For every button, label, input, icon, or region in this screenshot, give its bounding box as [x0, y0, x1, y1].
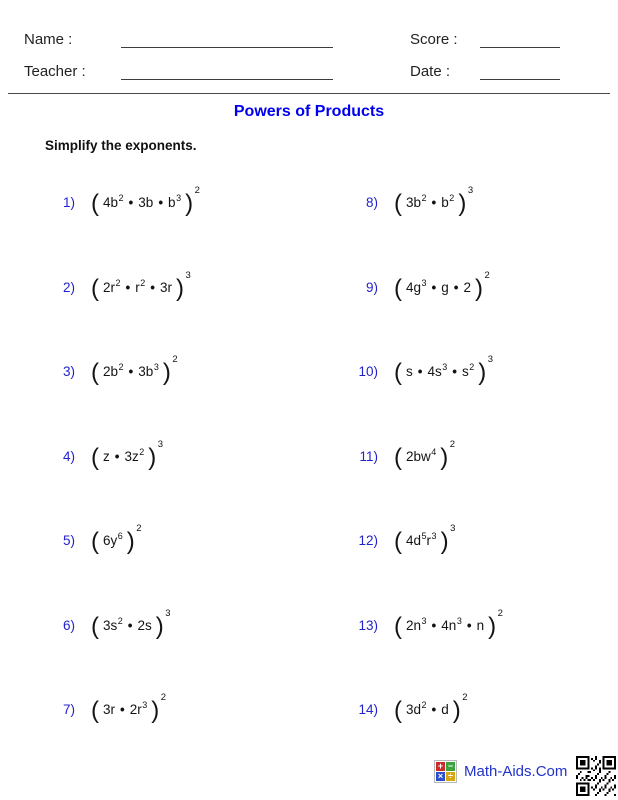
- exponent: 6: [117, 531, 123, 541]
- problem-row: [348, 504, 503, 589]
- problem-row: [348, 420, 503, 505]
- problem-row: [45, 673, 348, 758]
- page-title: Powers of Products: [233, 103, 385, 120]
- problem-number: 3): [62, 364, 75, 379]
- problem-expression: ( $3d^2$ • d ) $^2$: [394, 692, 468, 724]
- problem-number: 9): [365, 279, 378, 295]
- problem-row: [348, 589, 503, 674]
- times-icon: ×: [437, 771, 444, 781]
- qr-code-icon: [576, 756, 616, 796]
- problem-expression: ( $6y^6$ ) $^2$: [91, 523, 142, 555]
- problem-number: 13): [358, 617, 378, 633]
- outer-exponent: 2: [497, 607, 503, 619]
- exponent: 3: [142, 700, 148, 710]
- teacher-blank-line: [121, 60, 333, 80]
- problem-row: [348, 251, 503, 336]
- exponent: 2: [140, 277, 146, 288]
- name-label: Name :: [24, 31, 73, 48]
- problem-row: [45, 166, 348, 251]
- problem-number: 11): [359, 448, 378, 464]
- header-row-1: [24, 16, 560, 48]
- worksheet-header: [0, 0, 618, 80]
- problem-number: 7): [62, 702, 75, 717]
- problem-number: 6): [62, 617, 75, 633]
- problem-row: [348, 335, 503, 420]
- problem-number: 4): [62, 448, 75, 464]
- outer-exponent: 3: [467, 185, 474, 196]
- exponent: 5: [421, 531, 427, 541]
- teacher-label: Teacher :: [24, 63, 86, 80]
- problem-number: 12): [358, 533, 378, 548]
- exponent: 3: [431, 531, 437, 541]
- exponent: 2: [469, 362, 475, 372]
- math-aids-logo-icon: [434, 760, 457, 783]
- problem-number: 5): [62, 533, 75, 548]
- problem-expression: ( $3b^2$ • $b^2$ ) $^3$: [394, 185, 474, 217]
- problem-row: [45, 420, 348, 505]
- outer-exponent: 2: [462, 692, 468, 703]
- name-blank-line: [121, 28, 333, 48]
- problem-row: [45, 251, 348, 336]
- problems-column-right: [348, 166, 503, 758]
- problem-number: 14): [358, 702, 378, 717]
- brand-link[interactable]: Math-Aids.Com: [464, 763, 568, 780]
- outer-exponent: 2: [160, 692, 167, 703]
- date-blank-line: [480, 60, 560, 80]
- problem-expression: ( $4b^2$ • 3b • $b^3$ ) $^2$: [91, 185, 200, 217]
- outer-exponent: 2: [449, 438, 456, 450]
- score-label: Score :: [410, 31, 458, 48]
- problem-number: 8): [365, 195, 378, 210]
- problem-number: 10): [358, 364, 378, 379]
- problem-expression: ( z • $3z^2$ ) $^3$: [91, 438, 164, 471]
- header-divider: [8, 93, 610, 94]
- outer-exponent: 3: [165, 607, 171, 619]
- plus-icon: +: [437, 761, 444, 771]
- problems-column-left: [45, 166, 348, 758]
- exponent: 3: [442, 362, 448, 372]
- outer-exponent: 3: [487, 354, 494, 365]
- problem-row: [348, 166, 503, 251]
- exponent: 2: [421, 193, 427, 203]
- exponent: 2: [118, 362, 124, 372]
- divide-icon: ÷: [446, 772, 455, 781]
- outer-exponent: 2: [172, 354, 178, 365]
- brand-footer: [434, 760, 567, 783]
- outer-exponent: 3: [450, 523, 456, 534]
- instruction-text: Simplify the exponents.: [45, 138, 197, 153]
- outer-exponent: 2: [136, 523, 142, 534]
- exponent: 2: [139, 446, 145, 457]
- exponent: 2: [118, 193, 124, 203]
- exponent: 3: [176, 193, 182, 203]
- problem-expression: ( $3s^2$ • 2s ) $^3$: [91, 607, 171, 640]
- exponent: 2: [449, 193, 455, 203]
- problem-expression: ( $4g^3$ • g • 2 ) $^2$: [394, 269, 490, 302]
- outer-exponent: 3: [185, 269, 191, 281]
- problem-number: 1): [62, 195, 75, 210]
- exponent: 2: [421, 700, 427, 710]
- problem-expression: ( 3r • $2r^3$ ) $^2$: [91, 692, 167, 724]
- problems-area: [0, 166, 618, 758]
- problem-expression: ( $2r^2$ • $r^2$ • 3r ) $^3$: [91, 269, 191, 302]
- outer-exponent: 3: [157, 438, 164, 450]
- problem-row: [45, 504, 348, 589]
- problem-row: [45, 335, 348, 420]
- exponent: 3: [421, 615, 427, 626]
- exponent: 3: [421, 277, 427, 288]
- exponent: 3: [153, 362, 159, 372]
- exponent: 2: [117, 615, 123, 626]
- problem-expression: ( $2b^2$ • $3b^3$ ) $^2$: [91, 354, 178, 386]
- problem-expression: ( $4d^5r^3$ ) $^3$: [394, 523, 456, 555]
- exponent: 3: [456, 615, 462, 626]
- score-blank-line: [480, 28, 560, 48]
- problem-row: [348, 673, 503, 758]
- exponent: 2: [115, 277, 121, 288]
- problem-expression: ( s • $4s^3$ • $s^2$ ) $^3$: [394, 354, 494, 386]
- problem-row: [45, 589, 348, 674]
- header-row-2: [24, 48, 560, 80]
- outer-exponent: 2: [194, 185, 200, 196]
- exponent: 4: [431, 446, 437, 457]
- problem-expression: ( $2n^3$ • $4n^3$ • n ) $^2$: [394, 607, 503, 640]
- problem-expression: ( $2bw^4$ ) $^2$: [394, 438, 456, 471]
- minus-icon: −: [447, 761, 454, 771]
- outer-exponent: 2: [484, 269, 490, 281]
- date-label: Date :: [410, 63, 451, 80]
- problem-number: 2): [62, 279, 75, 295]
